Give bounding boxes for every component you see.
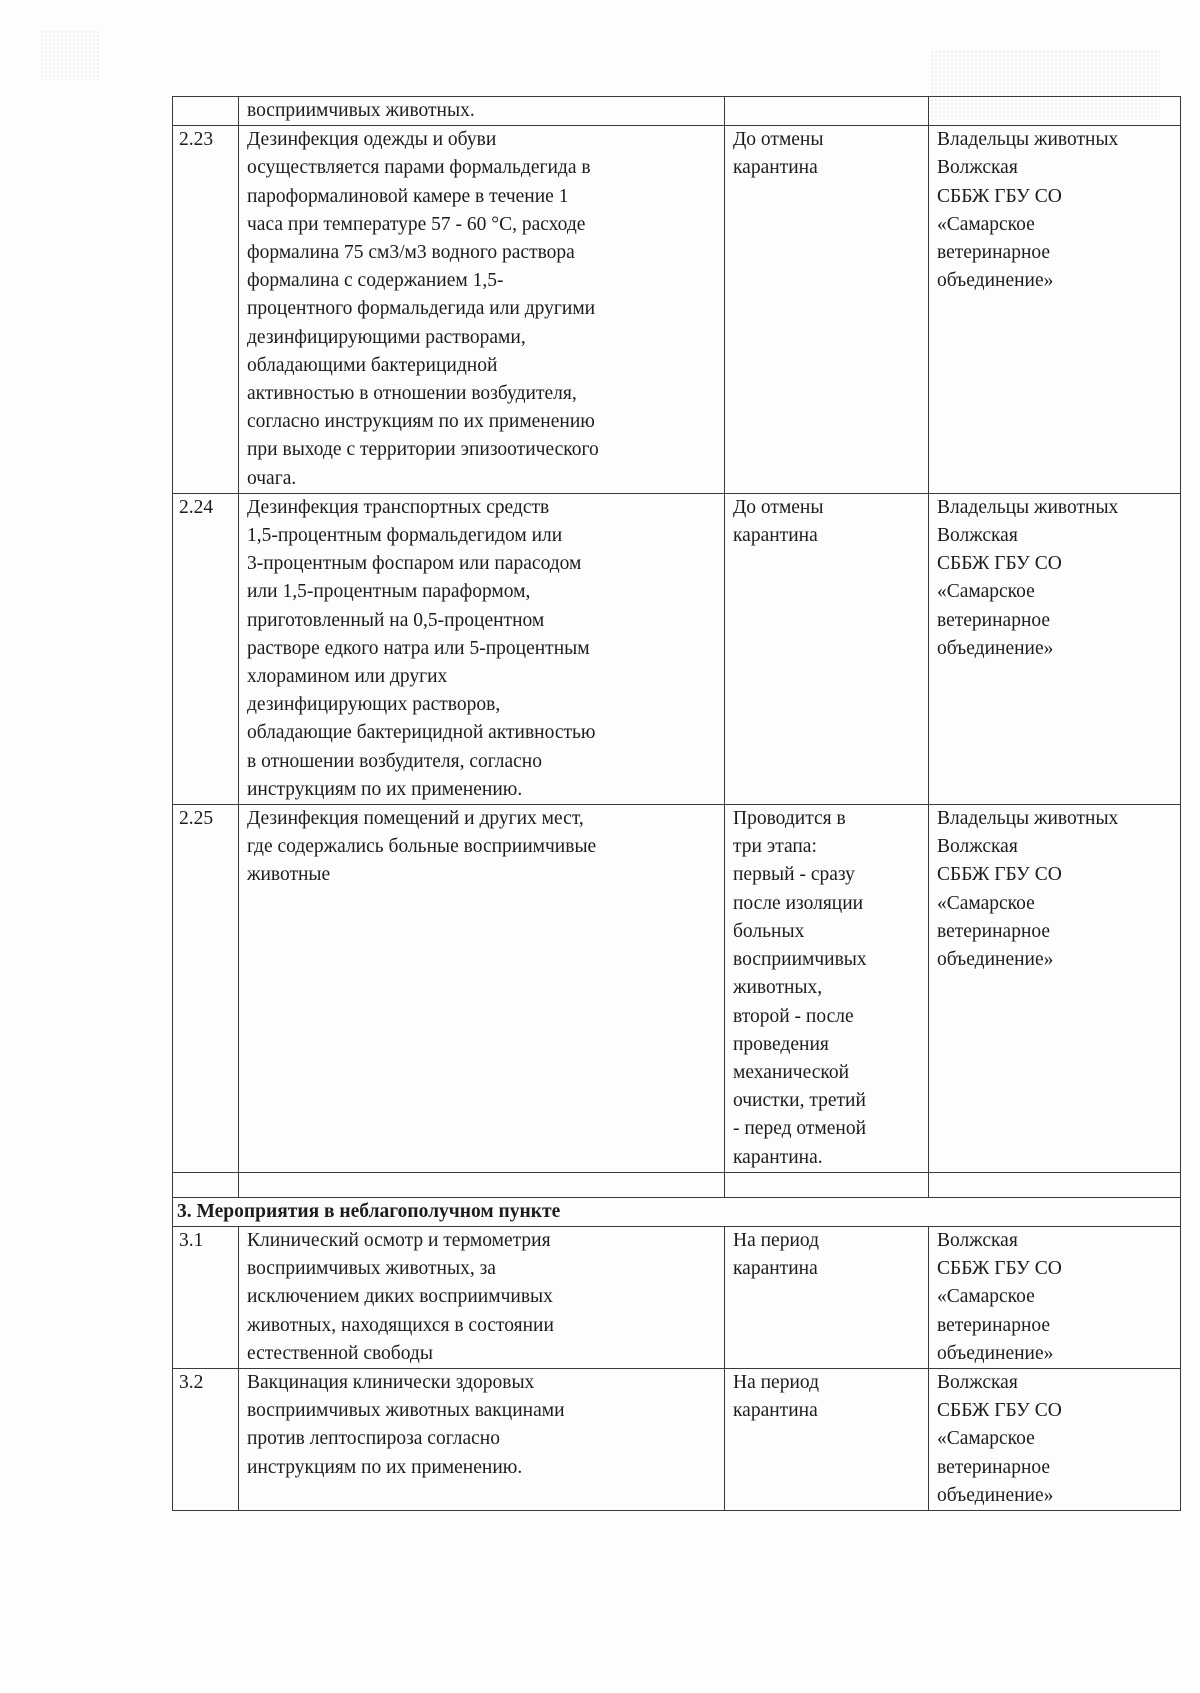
- empty-cell: [725, 1172, 929, 1197]
- row-term: [725, 97, 929, 126]
- row-term: На период карантина: [725, 1368, 929, 1510]
- table-row: [173, 493, 1181, 804]
- row-activity: Клинический осмотр и термометрия восприимчивых животных, за исключением диких восприимчивых животных, находящихся в состоянии естественной свободы: [239, 1226, 725, 1368]
- row-number: 2.25: [173, 805, 239, 1173]
- row-responsible: Волжская СББЖ ГБУ СО «Самарское ветеринарное объединение»: [929, 1368, 1181, 1510]
- row-number: 3.2: [173, 1368, 239, 1510]
- table-row: [173, 1226, 1181, 1368]
- row-responsible: Волжская СББЖ ГБУ СО «Самарское ветеринарное объединение»: [929, 1226, 1181, 1368]
- row-activity: Дезинфекция помещений и других мест, где содержались больные восприимчивые животные: [239, 805, 725, 1173]
- row-term: До отмены карантина: [725, 126, 929, 494]
- row-activity: Дезинфекция одежды и обуви осуществляется парами формальдегида в пароформалиновой камере в течение 1 часа при температуре 57 - 60 °С, расходе формалина 75 см3/м3 водного раствора формалина с содержанием 1,5- процентного формальдегида или другими дезинфицирующими растворами, обладающими бактерицидной активностью в отношении возбудителя, согласно инструкциям по их применению при выходе с территории эпизоотического очага.: [239, 126, 725, 494]
- row-responsible: [929, 97, 1181, 126]
- row-term: До отмены карантина: [725, 493, 929, 804]
- empty-cell: [173, 1172, 239, 1197]
- table-row: [173, 1368, 1181, 1510]
- row-number: [173, 97, 239, 126]
- row-number: 3.1: [173, 1226, 239, 1368]
- empty-cell: [929, 1172, 1181, 1197]
- measures-table: [172, 96, 1181, 1511]
- row-responsible: Владельцы животных Волжская СББЖ ГБУ СО «Самарское ветеринарное объединение»: [929, 805, 1181, 1173]
- row-activity: восприимчивых животных.: [239, 97, 725, 126]
- row-number: 2.23: [173, 126, 239, 494]
- empty-row: [173, 1172, 1181, 1197]
- section-header-row: [173, 1197, 1181, 1226]
- row-term: Проводится в три этапа: первый - сразу после изоляции больных восприимчивых животных, второй - после проведения механической очистки, третий - перед отменой карантина.: [725, 805, 929, 1173]
- section-title: 3. Мероприятия в неблагополучном пункте: [173, 1197, 1181, 1226]
- row-number: 2.24: [173, 493, 239, 804]
- row-responsible: Владельцы животных Волжская СББЖ ГБУ СО «Самарское ветеринарное объединение»: [929, 126, 1181, 494]
- row-activity: Вакцинация клинически здоровых восприимчивых животных вакцинами против лептоспироза согласно инструкциям по их применению.: [239, 1368, 725, 1510]
- row-term: На период карантина: [725, 1226, 929, 1368]
- row-activity: Дезинфекция транспортных средств 1,5-процентным формальдегидом или 3-процентным фоспаром или парасодом или 1,5-процентным параформом, приготовленный на 0,5-процентном растворе едкого натра или 5-процентным хлорамином или других дезинфицирующих растворов, обладающие бактерицидной активностью в отношении возбудителя, согласно инструкциям по их применению.: [239, 493, 725, 804]
- row-responsible: Владельцы животных Волжская СББЖ ГБУ СО «Самарское ветеринарное объединение»: [929, 493, 1181, 804]
- table-row: [173, 126, 1181, 494]
- empty-cell: [239, 1172, 725, 1197]
- table-row: [173, 97, 1181, 126]
- scan-noise-top-left: [40, 30, 100, 80]
- table-row: [173, 805, 1181, 1173]
